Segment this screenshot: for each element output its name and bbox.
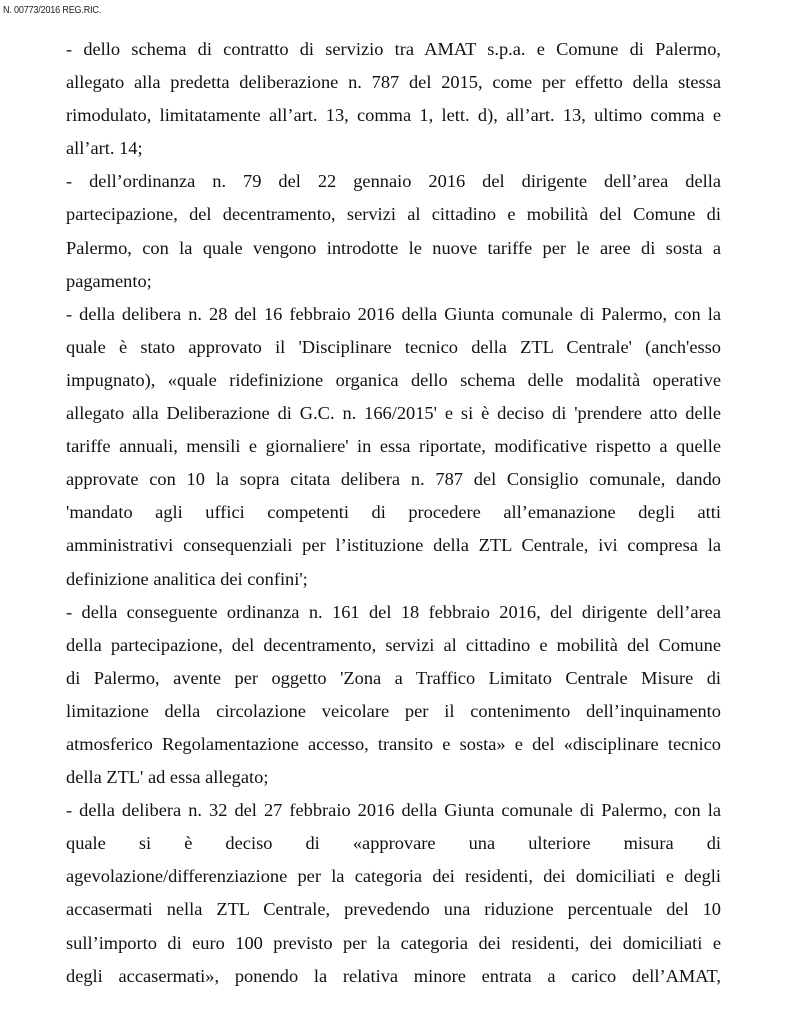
text-line: - della conseguente ordinanza n. 161 del 18 febbraio 2016, del dirigente dell’area [66, 601, 721, 622]
text-line: limitazione della circolazione veicolare per il contenimento dell’inquinamento [66, 700, 721, 721]
paragraph-contract-schema [66, 33, 721, 165]
text-line: pagamento; [66, 270, 152, 291]
text-line: - della delibera n. 32 del 27 febbraio 2016 della Giunta comunale di Palermo, con la [66, 800, 721, 821]
paragraph-delibera-28 [66, 298, 721, 596]
text-line: sull’importo di euro 100 previsto per la categoria dei residenti, dei domiciliati e [66, 932, 721, 953]
text-line: tariffe annuali, mensili e giornaliere' in essa riportate, modificative rispetto a quelle [66, 436, 721, 457]
text-line: accasermati nella ZTL Centrale, prevedendo una riduzione percentuale del 10 [66, 899, 721, 920]
paragraph-ordinance-79 [66, 165, 721, 297]
text-line: della ZTL' ad essa allegato; [66, 767, 269, 788]
text-line: di Palermo, avente per oggetto 'Zona a Traffico Limitato Centrale Misure di [66, 667, 721, 688]
text-line: amministrativi consequenziali per l’istituzione della ZTL Centrale, ivi compresa la [66, 535, 721, 556]
text-line: impugnato), «quale ridefinizione organica dello schema delle modalità operative [66, 369, 721, 390]
text-line: degli accasermati», ponendo la relativa minore entrata a carico dell’AMAT, [66, 965, 721, 986]
text-line: - della delibera n. 28 del 16 febbraio 2016 della Giunta comunale di Palermo, con la [66, 303, 721, 324]
document-body [66, 33, 721, 993]
text-line: quale è stato approvato il 'Disciplinare tecnico della ZTL Centrale' (anch'esso [66, 336, 721, 357]
text-line: all’art. 14; [66, 138, 143, 159]
text-line: - dell’ordinanza n. 79 del 22 gennaio 2016 del dirigente dell’area della [66, 171, 721, 192]
text-line: definizione analitica dei confini'; [66, 568, 308, 589]
text-line: agevolazione/differenziazione per la categoria dei residenti, dei domiciliati e degli [66, 866, 721, 887]
text-line: atmosferico Regolamentazione accesso, transito e sosta» e del «disciplinare tecnico [66, 733, 721, 754]
text-line: 'mandato agli uffici competenti di procedere all’emanazione degli atti [66, 502, 721, 523]
paragraph-ordinance-161 [66, 596, 721, 795]
text-line: allegato alla predetta deliberazione n. 787 del 2015, come per effetto della stessa [66, 72, 721, 93]
text-line: partecipazione, del decentramento, servizi al cittadino e mobilità del Comune di [66, 204, 721, 225]
text-line: allegato alla Deliberazione di G.C. n. 166/2015' e si è deciso di 'prendere atto delle [66, 403, 721, 424]
text-line: rimodulato, limitatamente all’art. 13, comma 1, lett. d), all’art. 13, ultimo comma e [66, 105, 721, 126]
case-reference-number: N. 00773/2016 REG.RIC. [3, 4, 102, 16]
text-line: - dello schema di contratto di servizio tra AMAT s.p.a. e Comune di Palermo, [66, 39, 721, 59]
text-line: della partecipazione, del decentramento, servizi al cittadino e mobilità del Comune [66, 634, 721, 655]
paragraph-delibera-32 [66, 794, 721, 993]
text-line: Palermo, con la quale vengono introdotte le nuove tariffe per le aree di sosta a [66, 237, 721, 258]
text-line: quale si è deciso di «approvare una ulteriore misura di [66, 833, 721, 854]
text-line: approvate con 10 la sopra citata delibera n. 787 del Consiglio comunale, dando [66, 469, 721, 490]
